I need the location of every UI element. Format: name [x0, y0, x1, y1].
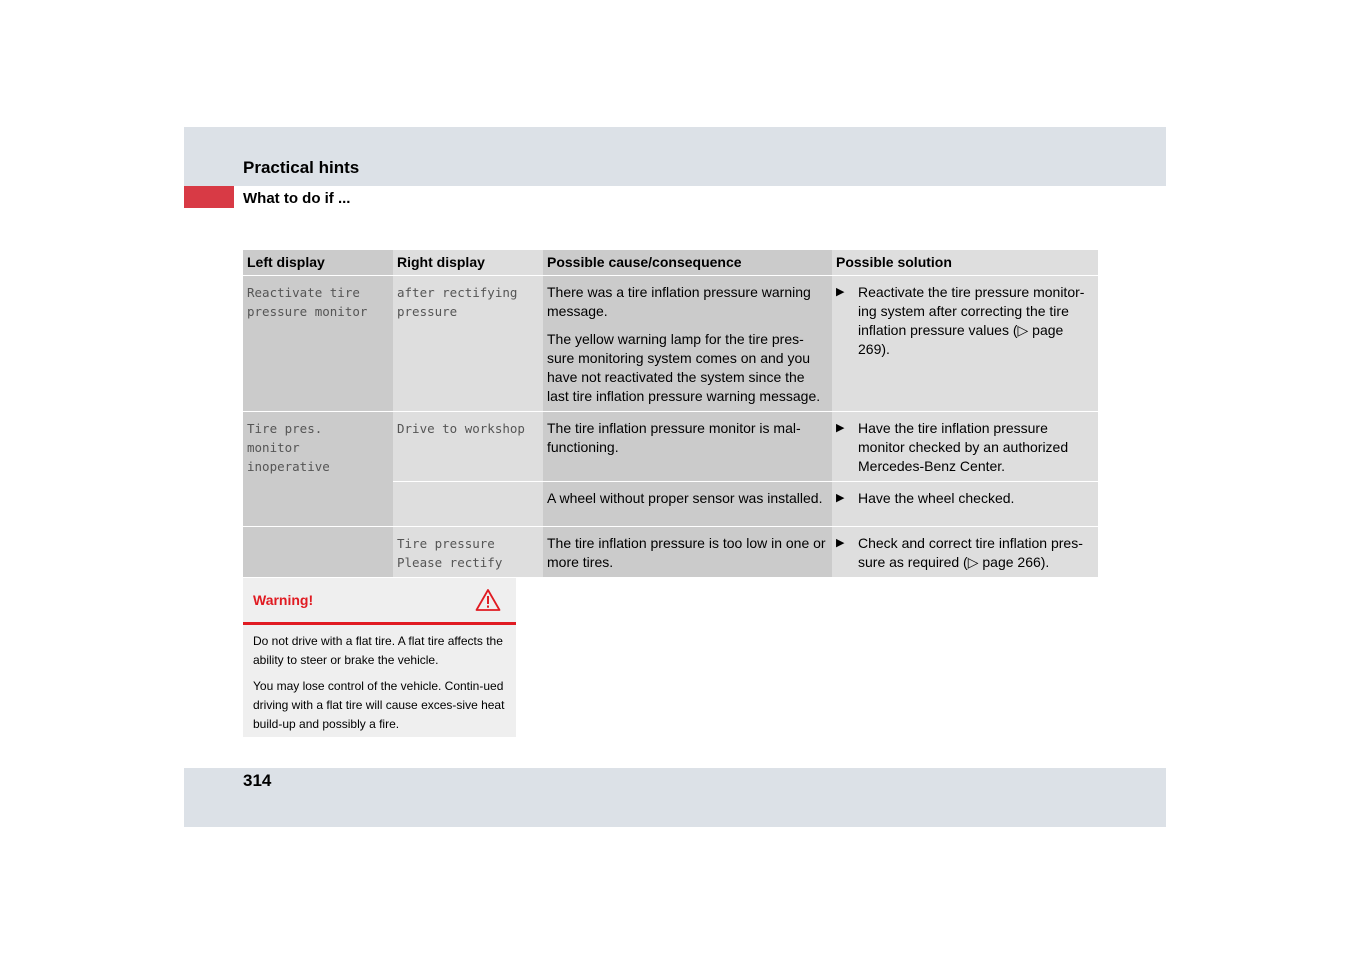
display-text-line: monitor inoperative — [247, 439, 330, 474]
left-display-cell — [243, 411, 393, 526]
warning-body — [243, 625, 516, 734]
display-text-line: Reactivate tire — [247, 284, 360, 300]
bullet-arrow-icon: ▶ — [836, 491, 845, 504]
display-text-line: pressure — [397, 303, 458, 319]
header-possible-solution: Possible solution — [832, 250, 1098, 275]
display-text-line: Tire pressure — [397, 535, 495, 551]
solution-text: Have the tire inflation pressure monitor checked by an authorized Mercedes-Benz Center. — [858, 419, 1069, 474]
cause-text: The yellow warning lamp for the tire pres-sure monitoring system comes on and you have not reactivated the system since the last tire inflation pressure warning message. — [547, 330, 821, 404]
section-marker-tab — [184, 186, 234, 208]
hints-table — [243, 250, 1098, 577]
cause-cell — [543, 275, 832, 411]
bullet-arrow-icon: ▶ — [836, 536, 845, 549]
warning-box — [243, 578, 516, 737]
solution-text: Have the wheel checked. — [858, 489, 1015, 506]
solution-cell — [832, 481, 1098, 526]
page-number: 314 — [243, 771, 272, 790]
cause-text: The tire inflation pressure is too low in one or more tires. — [547, 534, 826, 570]
cause-text: There was a tire inflation pressure warning message. — [547, 283, 811, 319]
table-row — [243, 275, 1098, 411]
cause-cell — [543, 411, 832, 481]
header-left-display: Left display — [243, 250, 393, 275]
bullet-arrow-icon: ▶ — [836, 285, 845, 298]
warning-triangle-icon — [475, 588, 501, 617]
display-text-line: Please rectify — [397, 554, 503, 570]
cause-cell — [543, 526, 832, 577]
cause-cell — [543, 481, 832, 526]
solution-cell — [832, 526, 1098, 577]
right-display-cell — [393, 526, 543, 577]
solution-text: Check and correct tire inflation pres-sure as required (▷ page 266). — [858, 534, 1083, 570]
footer-band — [184, 768, 1166, 827]
warning-label: Warning! — [253, 592, 314, 608]
display-text-line: pressure monitor — [247, 303, 368, 319]
table-row — [243, 526, 1098, 577]
header-right-display: Right display — [393, 250, 543, 275]
display-text-line: after rectifying — [397, 284, 518, 300]
header-possible-cause: Possible cause/consequence — [543, 250, 832, 275]
left-display-cell — [243, 526, 393, 577]
warning-header — [243, 578, 516, 625]
left-display-cell — [243, 275, 393, 411]
solution-text: Reactivate the tire pressure monitor-ing system after correcting the tire inflation pressure values (▷ page 269). — [858, 283, 1085, 357]
table-row — [243, 411, 1098, 481]
solution-cell — [832, 275, 1098, 411]
display-text-line: Tire pres. — [247, 420, 323, 436]
subsection-title: What to do if ... — [243, 190, 351, 207]
right-display-cell — [393, 275, 543, 411]
table-header-row — [243, 250, 1098, 275]
display-text-line: Drive to workshop — [397, 420, 525, 436]
bullet-arrow-icon: ▶ — [836, 421, 845, 434]
solution-cell — [832, 411, 1098, 481]
warning-paragraph: You may lose control of the vehicle. Contin-ued driving with a flat tire will cause exces-sive heat build-up and possibly a fire. — [253, 679, 505, 731]
right-display-cell — [393, 481, 543, 526]
warning-paragraph: Do not drive with a flat tire. A flat tire affects the ability to steer or brake the vehicle. — [253, 634, 503, 667]
cause-text: The tire inflation pressure monitor is mal-functioning. — [547, 419, 801, 455]
right-display-cell — [393, 411, 543, 481]
section-title: Practical hints — [243, 158, 360, 177]
cause-text: A wheel without proper sensor was installed. — [547, 489, 823, 506]
